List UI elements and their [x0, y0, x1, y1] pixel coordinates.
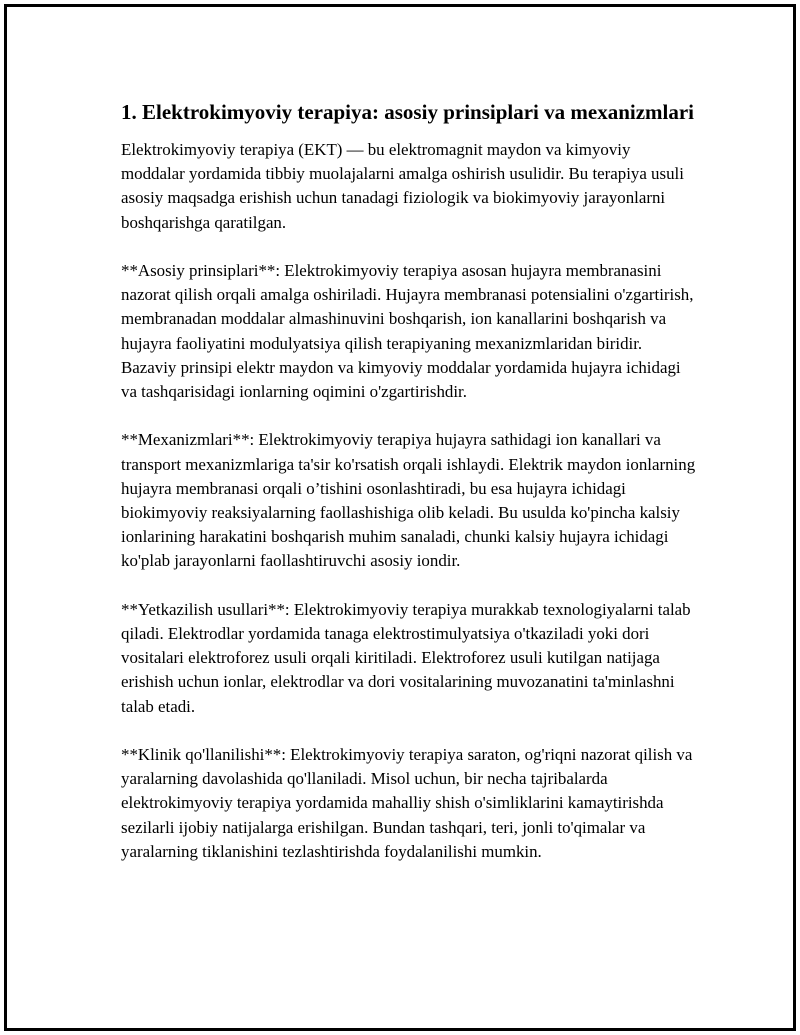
page-frame	[4, 4, 796, 1031]
delivery-methods-paragraph: **Yetkazilish usullari**: Elektrokimyoviy terapiya murakkab texnologiyalarni talab qiladi. Elektrodlar yordamida tanaga elektrostimulyatsiya o'tkaziladi yoki dori vositalari elektroforez usuli orqali kiritiladi. Elektroforez usuli kutilgan natijaga erishish uchun ionlar, elektrodlar va dori vositalarining muvozanatini ta'minlashni talab etadi.	[121, 599, 691, 716]
document-title: 1. Elektrokimyoviy terapiya: asosiy prinsiplari va mexanizmlari	[121, 100, 695, 124]
intro-paragraph: Elektrokimyoviy terapiya (EKT) — bu elektromagnit maydon va kimyoviy moddalar yordamida tibbiy muolajalarni amalga oshirish usulidir. Bu terapiya usuli asosiy maqsadga erishish uchun tanadagi fiziologik va biokimyoviy jarayonlarni boshqarishga qaratilgan.	[121, 140, 684, 232]
principles-paragraph: **Asosiy prinsiplari**: Elektrokimyoviy terapiya asosan hujayra membranasini nazorat qilish orqali amalga oshiriladi. Hujayra membranasi potensialini o'zgartirish, membranadan moddalar almashinuvini boshqarish, ion kanallarini boshqarish va hujayra faoliyatini modulyatsiya qilish terapiyaning mexanizmlaridan biridir. Bazaviy prinsipi elektr maydon va kimyoviy moddalar yordamida hujayra ichidagi va tashqarisidagi ionlarning oqimini o'zgartirishdir.	[121, 261, 694, 402]
document-body	[121, 99, 696, 864]
clinical-use-paragraph: **Klinik qo'llanilishi**: Elektrokimyoviy terapiya saraton, og'riqni nazorat qilish va yaralarning davolashida qo'llaniladi. Misol uchun, bir necha tajribalarda elektrokimyoviy terapiya yordamida mahalliy shish o'simliklarini kamaytirishda sezilarli ijobiy natijalarga erishilgan. Bundan tashqari, teri, jonli to'qimalar va yaralarning tiklanishini tezlashtirishda foydalanilishi mumkin.	[121, 745, 693, 861]
mechanisms-paragraph: **Mexanizmlari**: Elektrokimyoviy terapiya hujayra sathidagi ion kanallari va transport mexanizmlariga ta'sir ko'rsatish orqali ishlaydi. Elektrik maydon ionlarning hujayra membranasi orqali o’tishini osonlashtiradi, bu esa hujayra ichidagi biokimyoviy reaksiyalarning faollashishiga olib keladi. Bu usulda ko'pincha kalsiy ionlarining harakatini boshqarish muhim sanaladi, chunki kalsiy hujayra ichidagi ko'plab jarayonlarni faollashtiruvchi asosiy iondir.	[121, 430, 696, 571]
